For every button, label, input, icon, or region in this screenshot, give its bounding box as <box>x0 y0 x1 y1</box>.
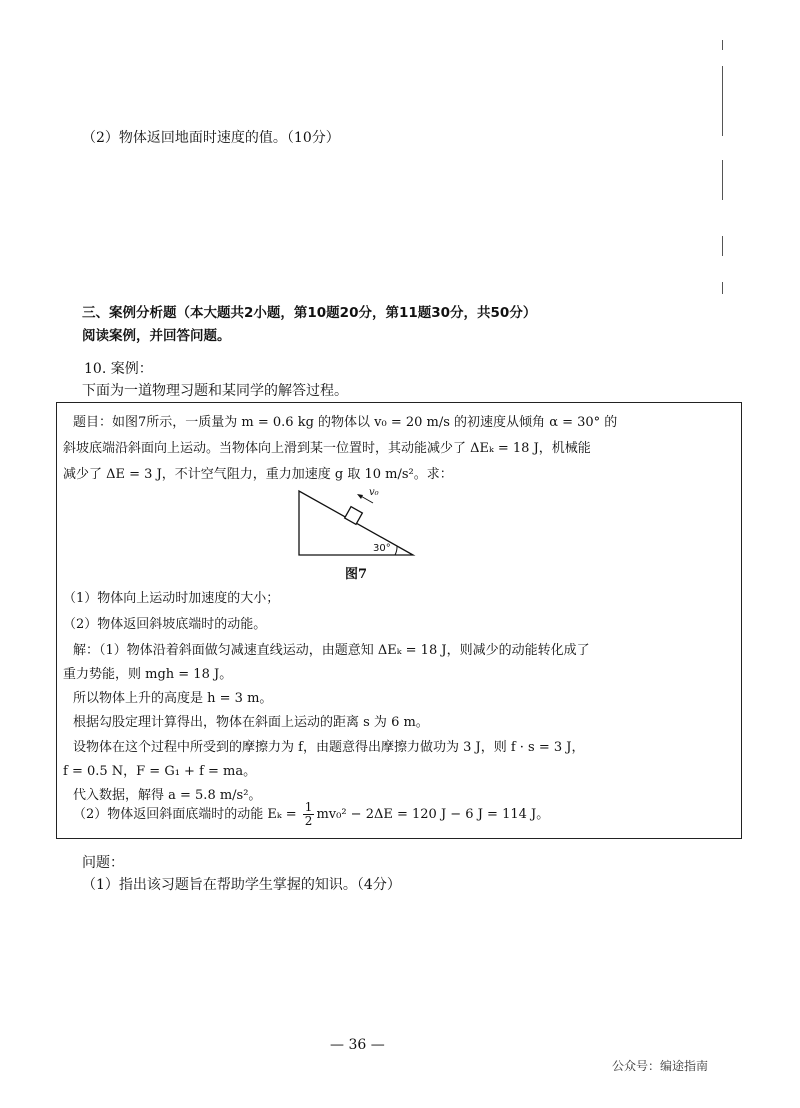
problem-line: 斜坡底端沿斜面向上运动。当物体向上滑到某一位置时，其动能减少了 ΔEₖ = 18 J，机械能 <box>63 441 591 456</box>
binding-edge-mark <box>722 236 723 256</box>
case-label: 10. 案例： <box>84 361 153 377</box>
question-part-2: （2）物体返回地面时速度的值。（10分） <box>82 130 340 146</box>
case-intro: 下面为一道物理习题和某同学的解答过程。 <box>82 383 348 399</box>
case-box <box>56 402 742 839</box>
section-heading: 三、案例分析题（本大题共2小题，第10题20分，第11题30分，共50分） <box>82 305 537 321</box>
block-icon <box>345 507 363 525</box>
questions-label: 问题： <box>82 855 124 871</box>
solution-line: f = 0.5 N，F = G₁ + f = ma。 <box>63 764 257 779</box>
solution-line: 设物体在这个过程中所受到的摩擦力为 f，由题意得出摩擦力做功为 3 J，则 f · s = 3 J， <box>73 740 585 755</box>
binding-edge-mark <box>722 66 723 136</box>
page-number: — 36 — <box>330 1037 385 1053</box>
solution-line: 所以物体上升的高度是 h = 3 m。 <box>73 691 273 706</box>
solution-line: 代入数据，解得 a = 5.8 m/s²。 <box>73 788 262 803</box>
binding-edge-mark <box>722 40 723 50</box>
incline-figure <box>291 483 421 563</box>
figure-caption: 图7 <box>345 567 368 582</box>
angle-label: 30° <box>373 543 391 554</box>
problem-line: 题目：如图7所示，一质量为 m = 0.6 kg 的物体以 v₀ = 20 m/s 的初速度从倾角 α = 30° 的 <box>73 415 618 430</box>
fraction-one-half <box>303 801 315 828</box>
solution-part-2-suffix: mv₀² − 2ΔE = 120 J − 6 J = 114 J。 <box>316 807 550 822</box>
velocity-label: v₀ <box>369 487 379 498</box>
binding-edge-mark <box>722 160 723 200</box>
question-item: （2）物体返回斜坡底端时的动能。 <box>63 617 267 632</box>
binding-edge-mark <box>722 282 723 294</box>
solution-part-2-prefix: （2）物体返回斜面底端时的动能 Eₖ = <box>73 807 301 822</box>
solution-part-2 <box>73 801 549 828</box>
solution-line: 重力势能，则 mgh = 18 J。 <box>63 667 233 682</box>
section-instruction: 阅读案例，并回答问题。 <box>82 328 231 344</box>
question-1: （1）指出该习题旨在帮助学生掌握的知识。（4分） <box>82 877 401 893</box>
problem-line: 减少了 ΔE = 3 J，不计空气阻力，重力加速度 g 取 10 m/s²。求： <box>63 467 453 482</box>
fraction-numerator: 1 <box>304 800 313 814</box>
fraction-denominator: 2 <box>304 814 313 828</box>
watermark: 公众号：编途指南 <box>612 1059 709 1073</box>
solution-line: 解：（1）物体沿着斜面做匀减速直线运动，由题意知 ΔEₖ = 18 J，则减少的动能转化成了 <box>73 643 590 658</box>
question-item: （1）物体向上运动时加速度的大小； <box>63 591 280 606</box>
solution-line: 根据勾股定理计算得出，物体在斜面上运动的距离 s 为 6 m。 <box>73 715 429 730</box>
velocity-arrowhead <box>357 494 363 499</box>
